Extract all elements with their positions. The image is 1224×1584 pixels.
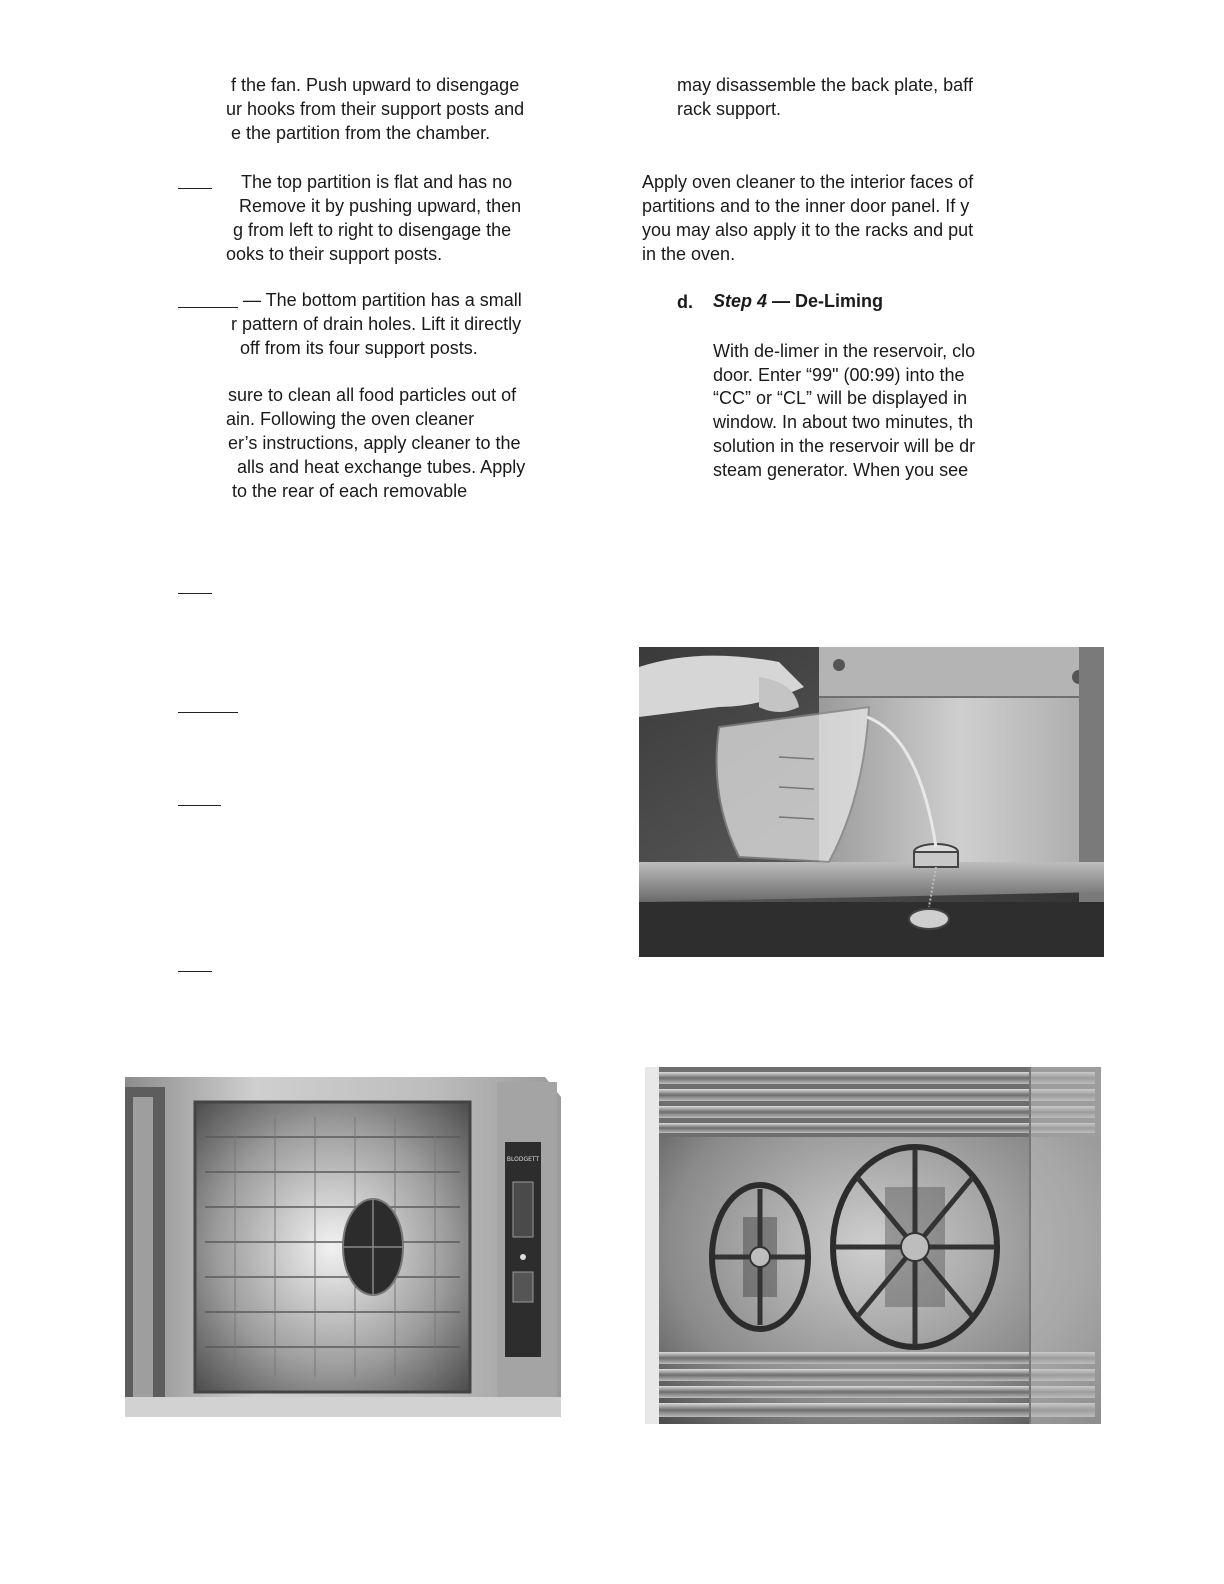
step-letter: d. (677, 292, 693, 312)
pouring-photo-icon (639, 647, 1104, 957)
text-line: may disassemble the back plate, baff (677, 75, 973, 95)
blank-rule (178, 307, 238, 308)
text-line: window. In about two minutes, th (713, 412, 974, 432)
text-line: ur hooks from their support posts and (226, 99, 525, 119)
fan-photo-icon (645, 1067, 1101, 1424)
text-line: alls and heat exchange tubes. Apply (237, 457, 526, 477)
text-line: in the oven. (642, 244, 736, 264)
text-line: Remove it by pushing upward, then (239, 196, 522, 216)
blank-rule (178, 593, 212, 594)
text-line: door. Enter “99" (00:99) into the (713, 365, 965, 385)
text-line: — The bottom partition has a small (243, 290, 522, 310)
blank-rule (178, 805, 221, 806)
text-line: The top partition is flat and has no (241, 172, 513, 192)
text-line: “CC” or “CL” will be displayed in (713, 388, 968, 408)
text-line: r pattern of drain holes. Lift it directly (231, 314, 522, 334)
text-line: Apply oven cleaner to the interior faces of (642, 172, 974, 192)
text-line: steam generator. When you see (713, 460, 969, 480)
text-line: rack support. (677, 99, 782, 119)
text-line: g from left to right to disengage the (233, 220, 512, 240)
text-line: With de-limer in the reservoir, clo (713, 341, 976, 361)
text-line: e the partition from the chamber. (231, 123, 491, 143)
step-heading (713, 289, 883, 313)
text-line: off from its four support posts. (240, 338, 478, 358)
text-line: partitions and to the inner door panel. If y (642, 196, 970, 216)
blank-rule (178, 188, 212, 189)
text-line: you may also apply it to the racks and put (642, 220, 974, 240)
photo-oven-interior-fans (645, 1067, 1101, 1424)
text-line: f the fan. Push upward to disengage (231, 75, 520, 95)
photo-oven-open-door (125, 1077, 561, 1417)
text-line: er’s instructions, apply cleaner to the (228, 433, 521, 453)
step-title: — De-Liming (767, 291, 884, 311)
text-line: ain. Following the oven cleaner (226, 409, 475, 429)
oven-photo-icon (125, 1077, 561, 1417)
text-line: sure to clean all food particles out of (228, 385, 517, 405)
text-line: solution in the reservoir will be dr (713, 436, 976, 456)
blank-rule (178, 712, 238, 713)
oven-brand-text: BLODGETT (506, 1156, 540, 1163)
text-line: to the rear of each removable (232, 481, 468, 501)
blank-rule (178, 971, 212, 972)
text-line: ooks to their support posts. (226, 244, 443, 264)
photo-pouring-delimer (639, 647, 1104, 957)
step-label: Step 4 (713, 291, 768, 311)
